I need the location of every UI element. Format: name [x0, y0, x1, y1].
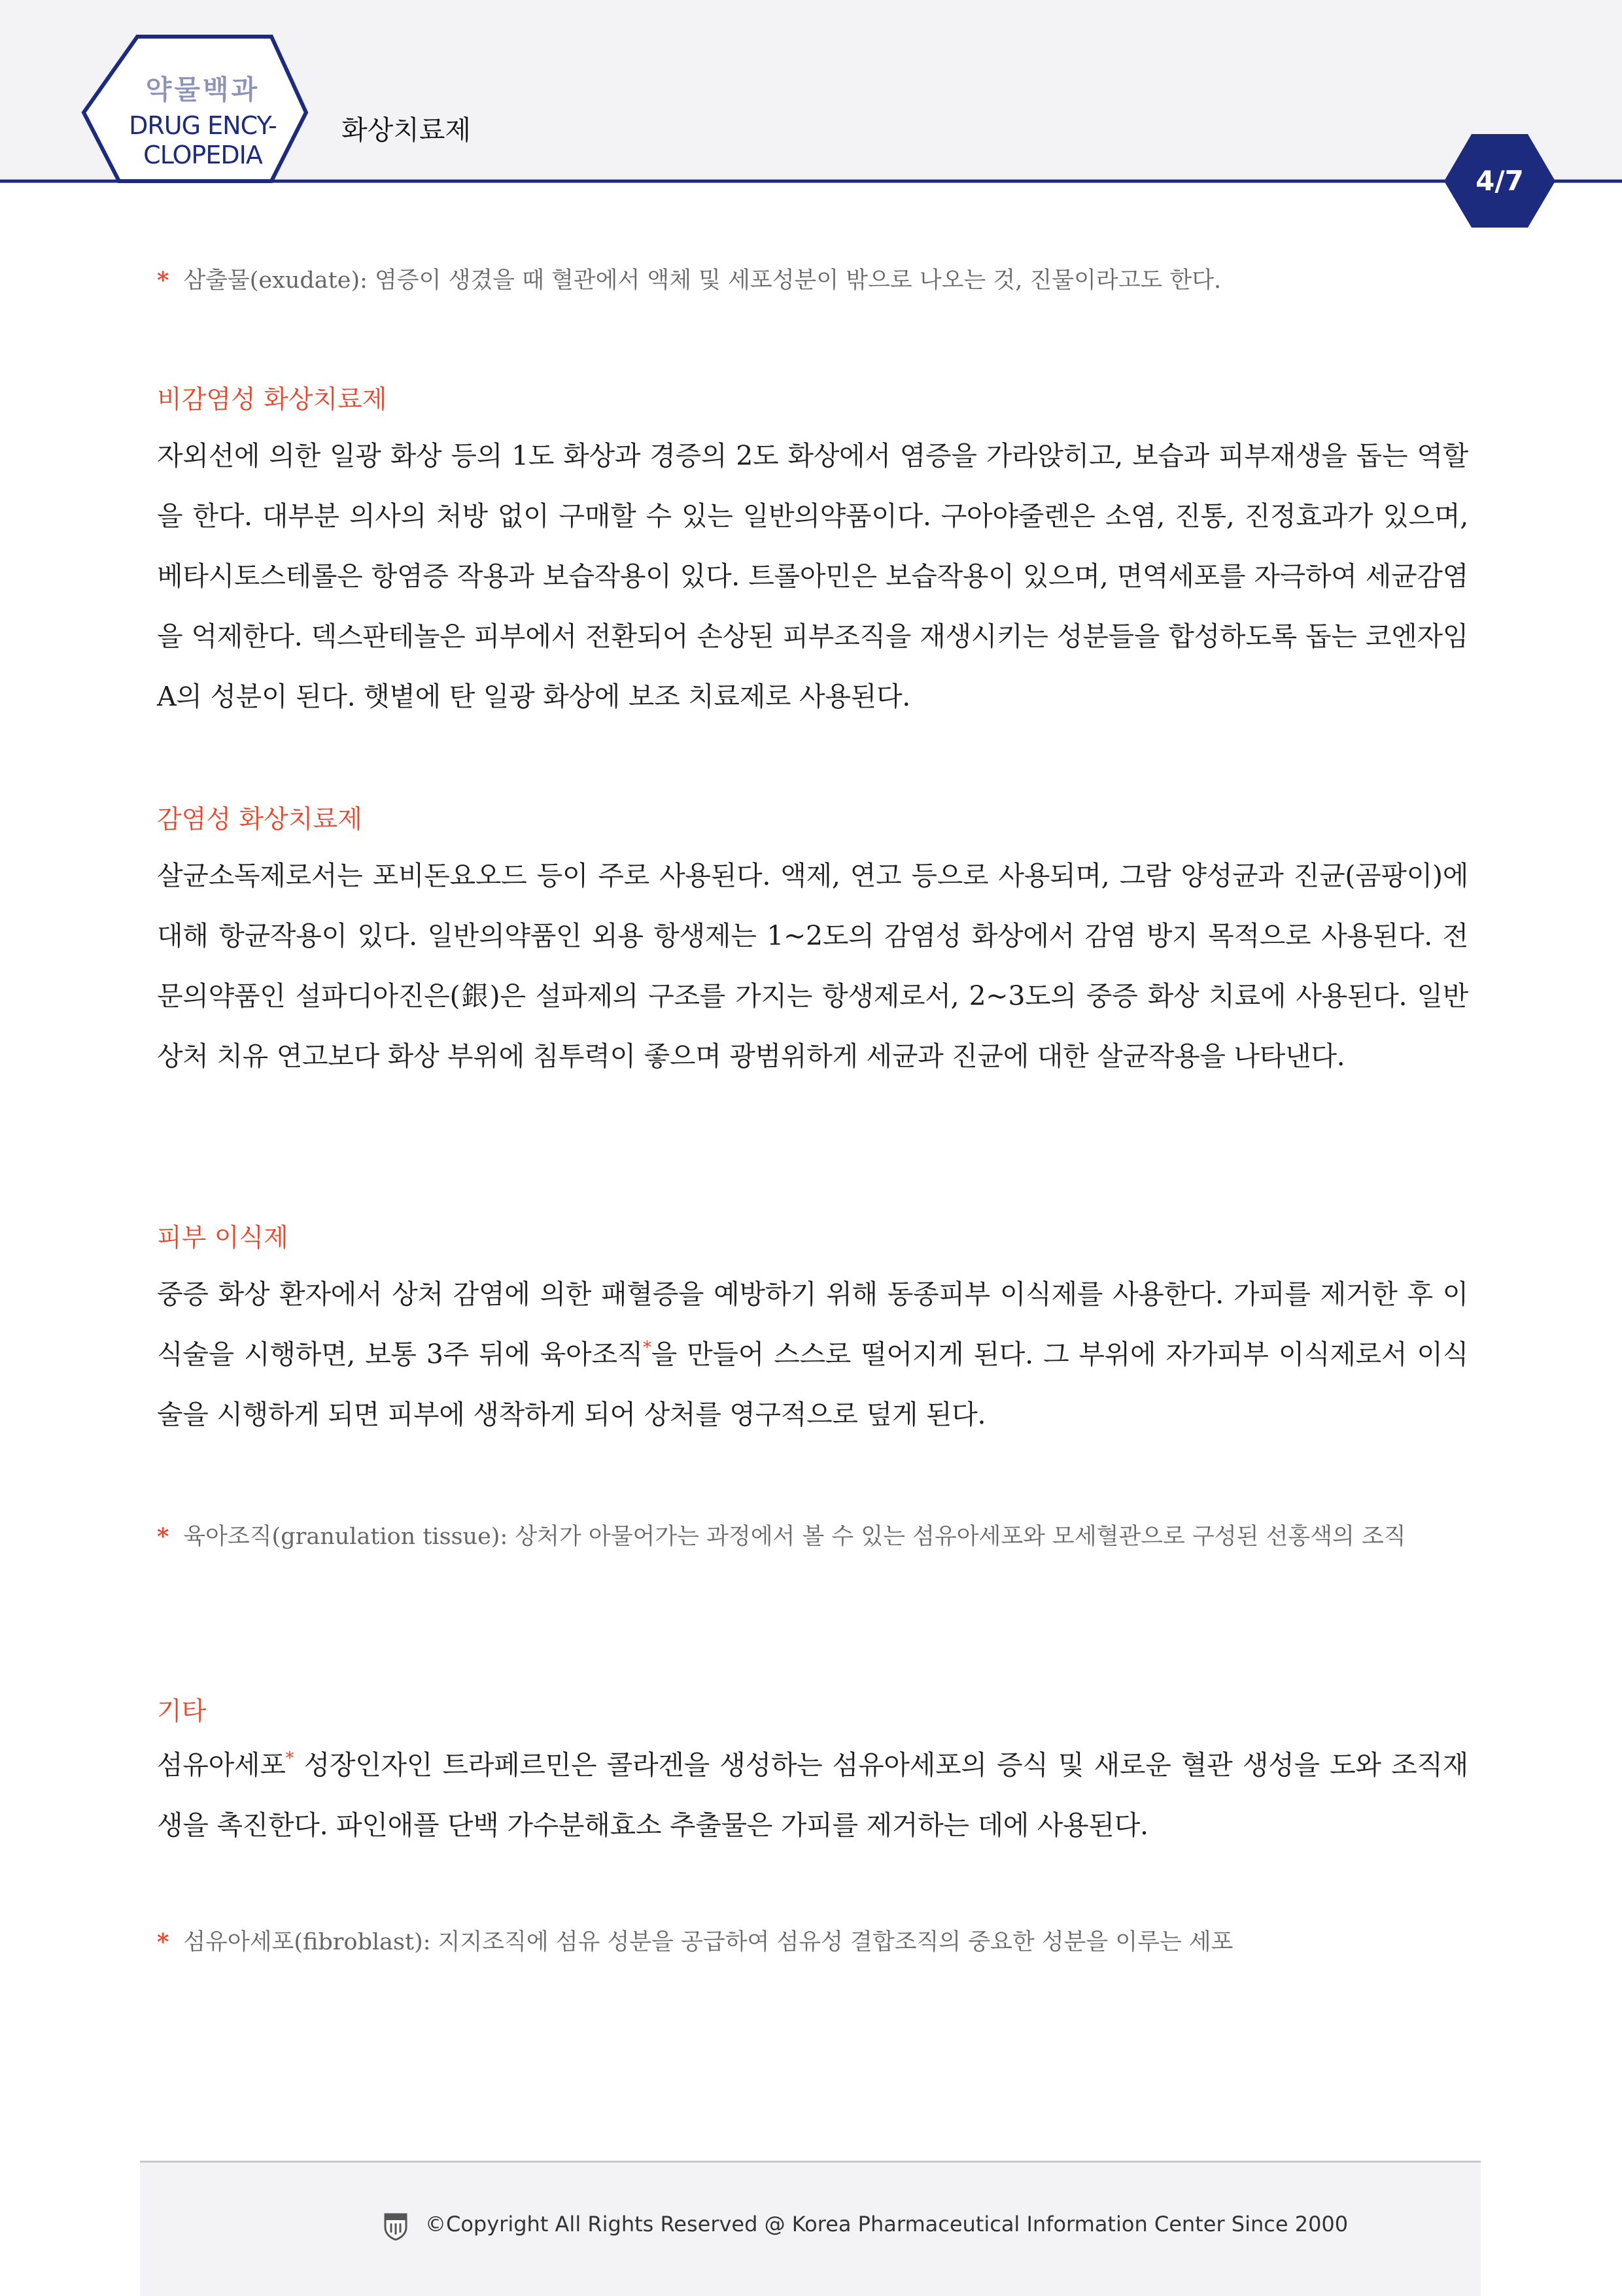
graft-text-part1: 중증 화상 환자에서 상처 감염에 의한 패혈증을 예방하기 위해 동종피부 이식제를 사용한다. 가피를 제거한 후 이식술을 시행하면, 보통 3주 뒤에 육아조직 — [157, 1278, 1468, 1370]
logo-korean: 약물백과 — [145, 74, 260, 105]
footnote-reference-mark: * — [642, 1338, 651, 1358]
paragraph-other — [157, 1735, 1468, 1855]
paragraph-skin-graft — [157, 1264, 1468, 1445]
shield-logo-icon — [383, 2212, 408, 2240]
footnote-star: * — [157, 1928, 169, 1955]
footnote-star: * — [157, 267, 169, 294]
footnote-fibroblast-text: 섬유아세포(fibroblast): 지지조직에 섬유 성분을 공급하여 섬유성 결합조직의 중요한 성분을 이루는 세포 — [183, 1929, 1234, 1955]
logo-english-line1: DRUG ENCY- — [129, 111, 277, 140]
paragraph-noninfected: 자외선에 의한 일광 화상 등의 1도 화상과 경증의 2도 화상에서 염증을 가라앉히고, 보습과 피부재생을 돕는 역할을 한다. 대부분 의사의 처방 없이 구매할 수 있는 일반의약품이다. 구아야줄렌은 소염, 진통, 진정효과가 있으며, 베타시토스테롤은 항염증 작용과 보습작용이 있다. 트롤아민은 보습작용이 있으며, 면역세포를 자극하여 세균감염을 억제한다. 덱스판테놀은 피부에서 전환되어 손상된 피부조직을 재생시키는 성분들을 합성하도록 돕는 코엔자임 A의 성분이 된다. 햇볕에 탄 일광 화상에 보조 치료제로 사용된다. — [157, 440, 1468, 712]
document-title: 화상치료제 — [341, 114, 472, 146]
footnote-exudate — [157, 254, 1468, 307]
heading-other: 기타 — [157, 1697, 207, 1726]
page-number: 4/7 — [1475, 165, 1524, 197]
footnote-reference-mark: * — [285, 1749, 294, 1768]
paragraph-infected: 살균소독제로서는 포비돈요오드 등이 주로 사용된다. 액제, 연고 등으로 사용되며, 그람 양성균과 진균(곰팡이)에 대해 항균작용이 있다. 일반의약품인 외용 항생제는 1~2도의 감염성 화상에서 감염 방지 목적으로 사용된다. 전문의약품인 설파디아진은(銀)은 설파제의 구조를 가지는 항생제로서, 2~3도의 중증 화상 치료에 사용된다. 일반 상처 치유 연고보다 화상 부위에 침투력이 좋으며 광범위하게 세균과 진균에 대한 살균작용을 나타낸다. — [157, 860, 1468, 1072]
footnote-granulation-text: 육아조직(granulation tissue): 상처가 아물어가는 과정에서 볼 수 있는 섬유아세포와 모세혈관으로 구성된 선홍색의 조직 — [183, 1524, 1406, 1550]
other-text-part1: 섬유아세포 — [157, 1749, 286, 1781]
footnote-fibroblast — [157, 1916, 1468, 1968]
logo-english-line2: CLOPEDIA — [143, 141, 262, 169]
footnote-exudate-text: 삼출물(exudate): 염증이 생겼을 때 혈관에서 액체 및 세포성분이 밖으로 나오는 것, 진물이라고도 한다. — [183, 267, 1222, 294]
copyright-text: ©Copyright All Rights Reserved @ Korea Pharmaceutical Information Center Since 2000 — [425, 2212, 1349, 2236]
heading-skin-graft: 피부 이식제 — [157, 1224, 288, 1253]
graft-text-part2: 을 만들어 스스로 떨어지게 된다. 그 부위에 자가피부 이식제로서 이식술을 시행하게 되면 피부에 생착하게 되어 상처를 영구적으로 덮게 된다. — [157, 1339, 1468, 1430]
heading-infected: 감염성 화상치료제 — [157, 805, 362, 834]
other-text-part2: 성장인자인 트라페르민은 콜라겐을 생성하는 섬유아세포의 증식 및 새로운 혈관 생성을 도와 조직재생을 촉진한다. 파인애플 단백 가수분해효소 추출물은 가피를 제거하는 데에 사용된다. — [157, 1749, 1468, 1841]
footnote-granulation — [157, 1511, 1468, 1563]
heading-noninfected: 비감염성 화상치료제 — [157, 385, 387, 415]
footnote-star: * — [157, 1523, 169, 1550]
